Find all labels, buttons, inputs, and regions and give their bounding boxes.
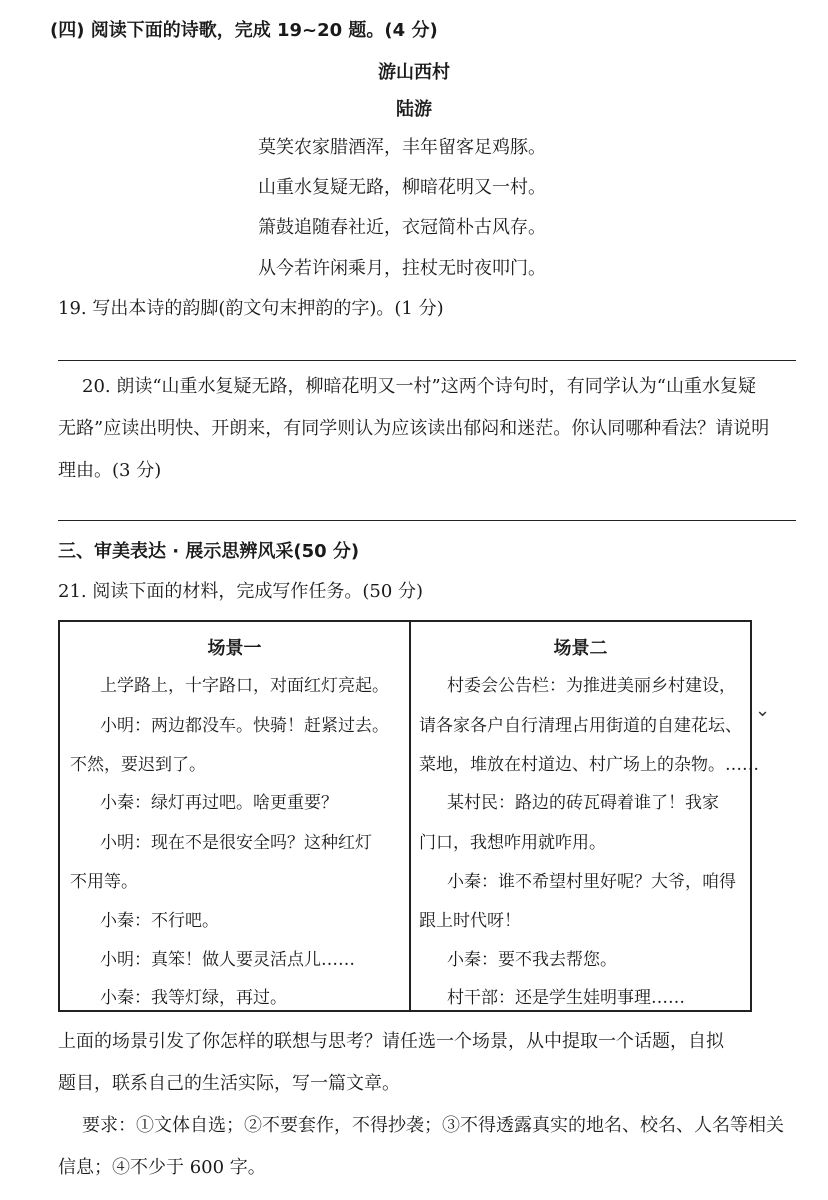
scene-2-line: 请各家各户自行清理占用街道的自建花坛、: [419, 716, 742, 736]
answer-line: [58, 520, 796, 521]
question-20-line: 理由。(3 分): [58, 460, 162, 481]
scene-2-line: 跟上时代呀！: [419, 911, 521, 931]
scene-1-cell: [60, 622, 409, 1010]
section-4-heading: (四) 阅读下面的诗歌，完成 19~20 题。(4 分): [50, 20, 438, 41]
question-20-line: 20. 朗读“山重水复疑无路，柳暗花明又一村”这两个诗句时，有同学认为“山重水复疑: [82, 376, 756, 397]
poem-line: 莫笑农家腊酒浑，丰年留客足鸡豚。: [258, 137, 546, 158]
requirements-line: 要求：①文体自选；②不要套作，不得抄袭；③不得透露真实的地名、校名、人名等相关: [82, 1115, 784, 1136]
scene-1-title: 场景一: [207, 638, 262, 659]
question-19: 19. 写出本诗的韵脚(韵文句末押韵的字)。(1 分): [58, 298, 444, 319]
section-3-heading: 三、审美表达 · 展示思辨风采(50 分): [58, 541, 360, 562]
scene-1-line: 小明：两边都没车。快骑！赶紧过去。: [100, 716, 389, 736]
scene-2-line: 某村民：路边的砖瓦碍着谁了！我家: [447, 793, 719, 813]
scene-2-line: 小秦：要不我去帮您。: [447, 950, 617, 970]
poem-title: 游山西村: [378, 62, 450, 83]
scene-2-line: 门口，我想咋用就咋用。: [419, 833, 606, 853]
question-20-line: 无路”应读出明快、开朗来，有同学则认为应该读出郁闷和迷茫。你认同哪种看法？请说明: [58, 418, 770, 439]
scene-1-line: 不然，要迟到了。: [70, 755, 206, 775]
scene-2-line: 村委会公告栏：为推进美丽乡村建设，: [447, 676, 736, 696]
scene-table: [58, 620, 759, 1012]
poem-line: 山重水复疑无路，柳暗花明又一村。: [258, 177, 546, 198]
scene-1-line: 小明：现在不是很安全吗？这种红灯: [100, 833, 372, 853]
scene-1-line: 小明：真笨！做人要灵活点儿……: [100, 950, 355, 970]
scene-2-cell: [411, 622, 759, 1010]
scene-1-line: 小秦：绿灯再过吧。啥更重要？: [100, 793, 338, 813]
pen-mark: ⌄: [755, 700, 771, 721]
scene-2-line: 菜地，堆放在村道边、村广场上的杂物。……: [419, 755, 759, 775]
question-21: 21. 阅读下面的材料，完成写作任务。(50 分): [58, 581, 424, 602]
writing-prompt-line: 题目，联系自己的生活实际，写一篇文章。: [58, 1073, 400, 1094]
scene-2-line: 小秦：谁不希望村里好呢？大爷，咱得: [447, 872, 736, 892]
requirements-line: 信息；④不少于 600 字。: [58, 1157, 266, 1178]
writing-prompt-line: 上面的场景引发了你怎样的联想与思考？请任选一个场景，从中提取一个话题，自拟: [58, 1031, 724, 1052]
scene-1-line: 小秦：不行吧。: [100, 911, 219, 931]
scene-1-line: 不用等。: [70, 872, 138, 892]
answer-line: [58, 360, 796, 361]
scene-2-title: 场景二: [553, 638, 608, 659]
poem-line: 箫鼓追随春社近，衣冠简朴古风存。: [258, 217, 546, 238]
scene-1-line: 小秦：我等灯绿，再过。: [100, 988, 287, 1008]
poem-line: 从今若许闲乘月，拄杖无时夜叩门。: [258, 258, 546, 279]
poem-author: 陆游: [396, 99, 432, 120]
scene-2-line: 村干部：还是学生娃明事理……: [447, 988, 685, 1008]
scene-1-line: 上学路上，十字路口，对面红灯亮起。: [100, 676, 389, 696]
